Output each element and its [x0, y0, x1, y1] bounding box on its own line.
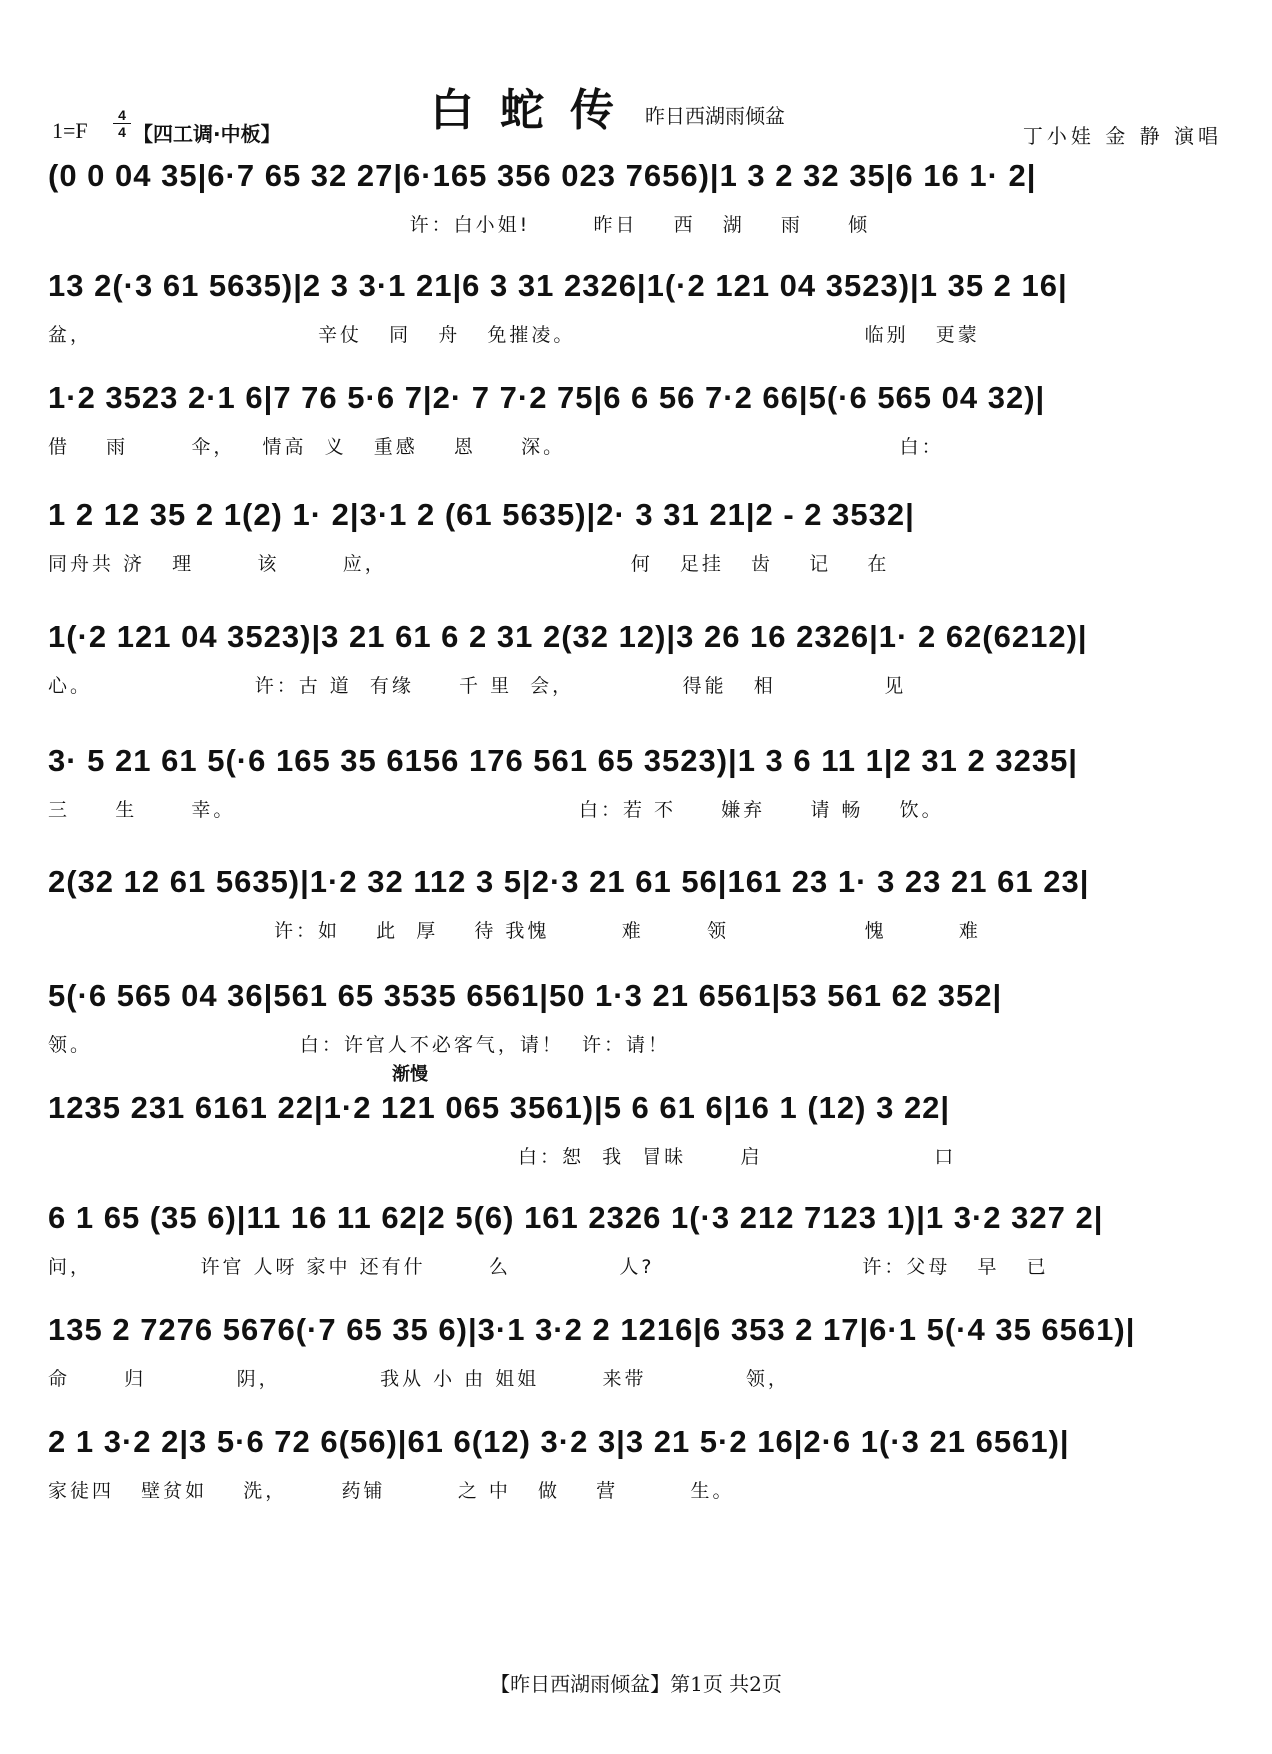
notation-line: 6 1 65 (35 6)|11 16 11 62|2 5(6) 161 2326 1(·3 212 7123 1)|1 3·2 327 2|: [48, 1200, 1104, 1235]
time-signature: [113, 108, 131, 139]
score-system-9: [48, 1064, 1224, 1190]
lyric-line: 心。 许：古 道 有缘 千 里 会， 得能 相 见: [48, 675, 907, 697]
lyric-line: 盆， 辛仗 同 舟 免摧凌。 临别 更蒙: [48, 324, 980, 346]
performers-credit: 丁小娃 金 静 演唱: [1022, 124, 1222, 148]
lyric-line: 借 雨 伞， 情高 义 重感 恩 深。 白：: [48, 436, 944, 458]
notation-line: 2 1 3·2 2|3 5·6 72 6(56)|61 6(12) 3·2 3|3 21 5·2 16|2·6 1(·3 21 6561)|: [48, 1424, 1070, 1459]
notation-line: 1235 231 6161 22|1·2 121 065 3561)|5 6 61 6|16 1 (12) 3 22|: [48, 1090, 951, 1125]
notation-line: 5(·6 565 04 36|561 65 3535 6561|50 1·3 21 6561|53 561 62 352|: [48, 978, 1003, 1013]
score-system-4: [48, 497, 1224, 597]
score-system-6: [48, 743, 1224, 843]
lyric-line: 三 生 幸。 白：若 不 嫌弃 请 畅 饮。: [48, 799, 944, 821]
score-subtitle: 昨日西湖雨倾盆: [645, 104, 785, 128]
notation-line: 3· 5 21 61 5(·6 165 35 6156 176 561 65 3523)|1 3 6 11 1|2 31 2 3235|: [48, 743, 1078, 778]
notation-line: (0 0 04 35|6·7 65 32 27|6·165 356 023 7656)|1 3 2 32 35|6 16 1· 2|: [48, 158, 1037, 193]
mode-and-tempo: 【四工调·中板】: [133, 122, 281, 146]
notation-line: 2(32 12 61 5635)|1·2 32 112 3 5|2·3 21 61 56|161 23 1· 3 23 21 61 23|: [48, 864, 1090, 899]
score-system-2: [48, 268, 1224, 368]
lyric-line: 许：如 此 厚 待 我愧 难 领 愧 难: [48, 920, 981, 942]
notation-line: 135 2 7276 5676(·7 65 35 6)|3·1 3·2 2 1216|6 353 2 17|6·1 5(·4 35 6561)|: [48, 1312, 1136, 1347]
lyric-line: 问， 许官 人呀 家中 还有什 么 人? 许：父母 早 已: [48, 1256, 1049, 1278]
score-system-1: [48, 158, 1224, 258]
meter-top: 4: [118, 107, 126, 123]
score-system-7: [48, 864, 1224, 964]
notation-line: 1·2 3523 2·1 6|7 76 5·6 7|2· 7 7·2 75|6 6 56 7·2 66|5(·6 565 04 32)|: [48, 380, 1046, 415]
meter-bottom: 4: [118, 124, 126, 140]
score-system-5: [48, 619, 1224, 719]
lyric-line: 家徒四 壁贫如 洗， 药铺 之 中 做 营 生。: [48, 1480, 735, 1502]
score-system-3: [48, 380, 1224, 480]
lyric-line: 领。 白：许官人不必客气，请！ 许：请！: [48, 1034, 670, 1056]
score-system-10: [48, 1200, 1224, 1300]
lyric-line: 许：白小姐! 昨日 西 湖 雨 倾: [48, 214, 871, 236]
score-title: 白蛇传: [430, 85, 640, 136]
lyric-line: 白：恕 我 冒昧 启 口: [48, 1146, 957, 1168]
notation-line: 13 2(·3 61 5635)|2 3 3·1 21|6 3 31 2326|1(·2 121 04 3523)|1 35 2 16|: [48, 268, 1068, 303]
tempo-marking: 渐慢: [392, 1064, 428, 1085]
score-system-8: [48, 978, 1224, 1078]
lyric-line: 命 归 阴， 我从 小 由 姐姐 来带 领，: [48, 1368, 790, 1390]
lyric-line: 同舟共 济 理 该 应， 何 足挂 齿 记 在: [48, 553, 890, 575]
notation-line: 1 2 12 35 2 1(2) 1· 2|3·1 2 (61 5635)|2· 3 31 21|2 - 2 3532|: [48, 497, 915, 532]
page-footer: 【昨日西湖雨倾盆】第1页 共2页: [490, 1672, 782, 1696]
score-system-11: [48, 1312, 1224, 1412]
score-system-12: [48, 1424, 1224, 1524]
notation-line: 1(·2 121 04 3523)|3 21 61 6 2 31 2(32 12)|3 26 16 2326|1· 2 62(6212)|: [48, 619, 1088, 654]
key-signature: 1=F: [52, 118, 88, 143]
